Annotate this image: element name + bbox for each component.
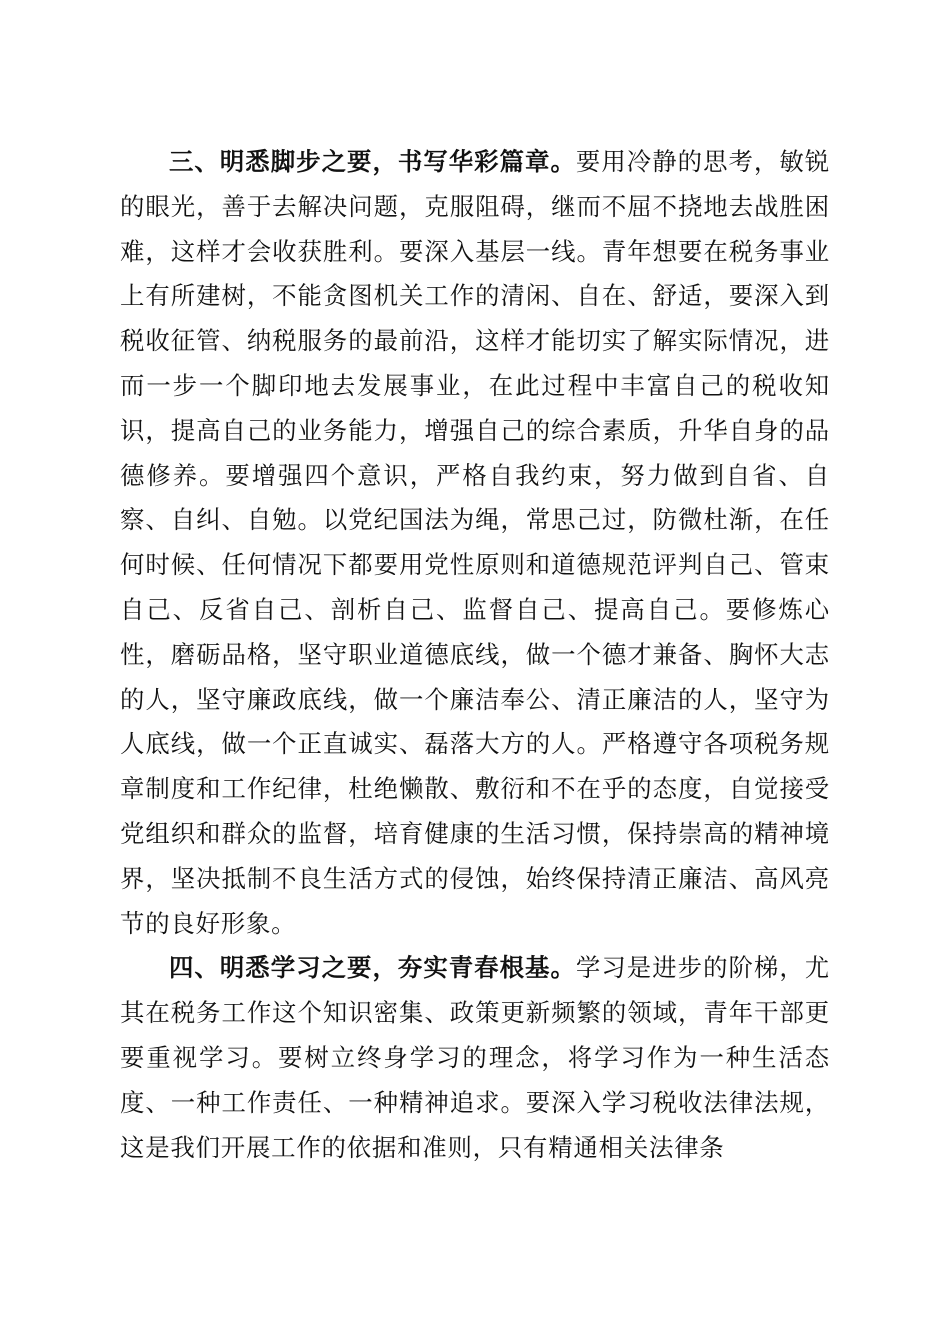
- section-3-body: 要用冷静的思考，敏锐的眼光，善于去解决问题，克服阻碍，继而不屈不挠地去战胜困难，这样才会收获胜利。要深入基层一线。青年想要在税务事业上有所建树，不能贪图机关工作的清闲、自在、舒适，要深入到税收征管、纳税服务的最前沿，这样才能切实了解实际情况，进而一步一个脚印地去发展事业，在此过程中丰富自己的税收知识，提高自己的业务能力，增强自己的综合素质，升华自身的品德修养。要增强四个意识，严格自我约束，努力做到自省、自察、自纠、自勉。以党纪国法为绳，常思己过，防微杜渐，在任何时候、任何情况下都要用党性原则和道德规范评判自己、管束自己、反省自己、剖析自己、监督自己、提高自己。要修炼心性，磨砺品格，坚守职业道德底线，做一个德才兼备、胸怀大志的人，坚守廉政底线，做一个廉洁奉公、清正廉洁的人，坚守为人底线，做一个正直诚实、磊落大方的人。严格遵守各项税务规章制度和工作纪律，杜绝懒散、敷衍和不在乎的态度，自觉接受党组织和群众的监督，培育健康的生活习惯，保持崇高的精神境界，坚决抵制不良生活方式的侵蚀，始终保持清正廉洁、高风亮节的良好形象。: [120, 147, 830, 938]
- paragraph-section-4: [120, 946, 830, 1170]
- section-3-heading: 三、明悉脚步之要，书写华彩篇章。: [169, 147, 576, 176]
- section-4-heading: 四、明悉学习之要，夯实青春根基。: [169, 953, 576, 983]
- document-body: [120, 140, 830, 1170]
- section-4-body: 学习是进步的阶梯，尤其在税务工作这个知识密集、政策更新频繁的领域，青年干部更要重视学习。要树立终身学习的理念，将学习作为一种生活态度、一种工作责任、一种精神追求。要深入学习税收法律法规，这是我们开展工作的依据和准则，只有精通相关法律条: [120, 953, 830, 1162]
- paragraph-section-3: [120, 140, 830, 946]
